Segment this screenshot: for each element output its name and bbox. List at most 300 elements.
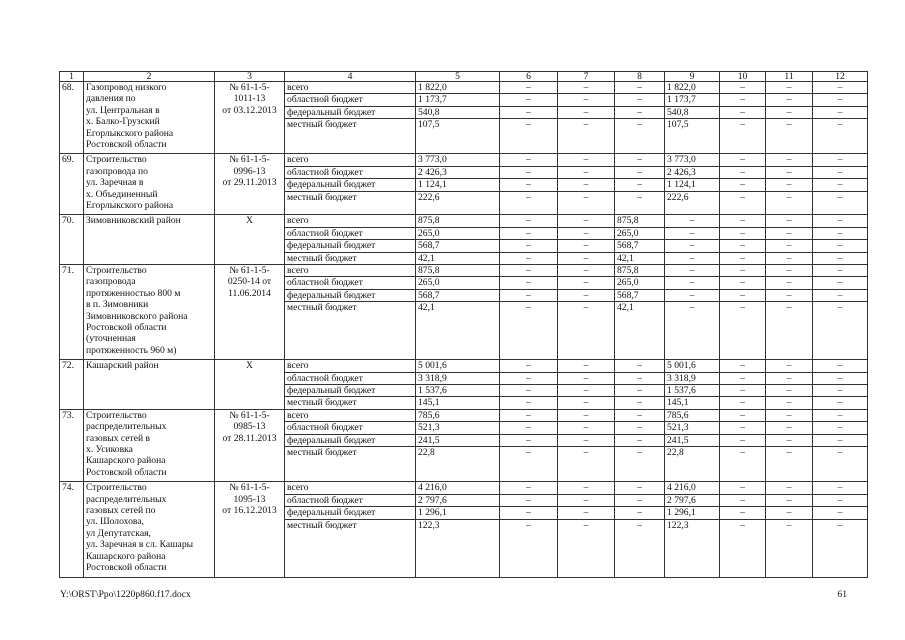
amount-cell: – <box>558 519 615 577</box>
object-name-line: распределительных <box>86 493 167 505</box>
amount-cell: – <box>813 227 868 239</box>
table-row <box>60 360 868 372</box>
amount-cell: – <box>500 265 558 277</box>
amount-cell: – <box>720 119 766 154</box>
amount-cell: 1 173,7 <box>416 94 500 106</box>
amount-cell: – <box>558 166 615 178</box>
column-header: 9 <box>665 72 720 82</box>
object-name <box>84 265 215 360</box>
object-name-line: Строительство <box>86 482 147 494</box>
amount-cell: 42,1 <box>416 302 500 360</box>
amount-cell: – <box>720 166 766 178</box>
funding-source: областной бюджет <box>285 422 416 434</box>
amount-cell: 107,5 <box>665 119 720 154</box>
object-name-line: Кашарского района <box>86 455 166 467</box>
object-name-line: Егорлыкского района <box>86 127 174 139</box>
amount-cell: 5 001,6 <box>416 360 500 372</box>
amount-cell: 2 797,6 <box>416 494 500 506</box>
table-row <box>60 265 868 277</box>
document-ref <box>215 215 285 265</box>
amount-cell: – <box>615 482 665 494</box>
column-header: 5 <box>416 72 500 82</box>
document-ref-line: от 16.12.2013 <box>222 505 277 517</box>
amount-cell: – <box>558 289 615 301</box>
amount-cell: 1 296,1 <box>665 507 720 519</box>
column-header: 10 <box>720 72 766 82</box>
object-name <box>84 482 215 577</box>
amount-cell: – <box>615 360 665 372</box>
amount-cell: – <box>720 397 766 409</box>
amount-cell: – <box>665 302 720 360</box>
amount-cell: 2 426,3 <box>416 166 500 178</box>
document-ref-line: Х <box>246 215 253 227</box>
object-name-line: Зимовниковский район <box>86 215 181 227</box>
document-ref <box>215 265 285 360</box>
amount-cell: – <box>766 252 813 264</box>
amount-cell: – <box>500 252 558 264</box>
amount-cell: – <box>500 289 558 301</box>
column-header: 2 <box>84 72 215 82</box>
amount-cell: 3 318,9 <box>665 372 720 384</box>
object-name-line: Кашарский район <box>86 360 159 372</box>
amount-cell: – <box>500 397 558 409</box>
amount-cell: – <box>615 385 665 397</box>
amount-cell: – <box>558 372 615 384</box>
document-ref-line: № 61-1-5- <box>229 265 270 277</box>
amount-cell: – <box>665 227 720 239</box>
amount-cell: – <box>720 191 766 215</box>
amount-cell: – <box>558 397 615 409</box>
amount-cell: – <box>558 360 615 372</box>
object-name-line: Газопровод низкого <box>86 82 167 93</box>
funding-source: областной бюджет <box>285 94 416 106</box>
amount-cell: 2 797,6 <box>665 494 720 506</box>
amount-cell: – <box>766 119 813 154</box>
amount-cell: – <box>720 422 766 434</box>
amount-cell: – <box>500 154 558 166</box>
item-number: 74. <box>60 482 84 577</box>
amount-cell: 875,8 <box>615 265 665 277</box>
amount-cell: 1 173,7 <box>665 94 720 106</box>
table-row <box>60 482 868 494</box>
amount-cell: – <box>766 94 813 106</box>
amount-cell: – <box>813 447 868 482</box>
funding-source: всего <box>285 482 416 494</box>
amount-cell: 1 124,1 <box>416 179 500 191</box>
amount-cell: – <box>720 277 766 289</box>
amount-cell: – <box>766 302 813 360</box>
object-name-line: (уточненная <box>86 333 136 345</box>
amount-cell: 42,1 <box>615 302 665 360</box>
amount-cell: 265,0 <box>615 227 665 239</box>
funding-source: всего <box>285 82 416 94</box>
amount-cell: – <box>720 94 766 106</box>
amount-cell: 222,6 <box>416 191 500 215</box>
amount-cell: – <box>813 372 868 384</box>
amount-cell: – <box>615 519 665 577</box>
funding-source: федеральный бюджет <box>285 240 416 252</box>
amount-cell: – <box>558 302 615 360</box>
item-number: 68. <box>60 82 84 154</box>
object-name-line: ул. Заречная в <box>86 177 144 189</box>
item-number: 73. <box>60 409 84 481</box>
funding-source: местный бюджет <box>285 397 416 409</box>
column-header: 11 <box>766 72 813 82</box>
amount-cell: – <box>720 507 766 519</box>
amount-cell: – <box>558 265 615 277</box>
amount-cell: 875,8 <box>615 215 665 227</box>
amount-cell: – <box>665 215 720 227</box>
amount-cell: – <box>500 507 558 519</box>
amount-cell: – <box>558 227 615 239</box>
object-name-line: ул. Заречная в сл. Кашары <box>86 539 194 551</box>
object-name-line: Зимовниковского района <box>86 310 188 322</box>
amount-cell: – <box>558 154 615 166</box>
amount-cell: – <box>813 106 868 118</box>
amount-cell: 521,3 <box>665 422 720 434</box>
amount-cell: – <box>558 494 615 506</box>
amount-cell: 568,7 <box>416 240 500 252</box>
amount-cell: – <box>615 397 665 409</box>
document-ref-line: 0985-13 <box>233 421 266 433</box>
amount-cell: – <box>766 289 813 301</box>
amount-cell: 222,6 <box>665 191 720 215</box>
amount-cell: – <box>813 166 868 178</box>
amount-cell: – <box>500 409 558 421</box>
amount-cell: – <box>558 215 615 227</box>
table-row <box>60 215 868 227</box>
amount-cell: – <box>615 82 665 94</box>
amount-cell: – <box>615 434 665 446</box>
amount-cell: – <box>558 252 615 264</box>
item-number: 71. <box>60 265 84 360</box>
amount-cell: – <box>720 372 766 384</box>
amount-cell: – <box>500 82 558 94</box>
document-ref-line: от 03.12.2013 <box>222 104 277 116</box>
amount-cell: – <box>558 240 615 252</box>
funding-source: областной бюджет <box>285 166 416 178</box>
amount-cell: – <box>500 191 558 215</box>
amount-cell: – <box>720 447 766 482</box>
amount-cell: – <box>766 494 813 506</box>
amount-cell: – <box>813 82 868 94</box>
amount-cell: – <box>615 119 665 154</box>
amount-cell: – <box>766 240 813 252</box>
amount-cell: – <box>813 289 868 301</box>
amount-cell: – <box>665 265 720 277</box>
amount-cell: – <box>813 302 868 360</box>
funding-source: местный бюджет <box>285 119 416 154</box>
amount-cell: 22,8 <box>665 447 720 482</box>
funding-source: всего <box>285 409 416 421</box>
amount-cell: 1 296,1 <box>416 507 500 519</box>
amount-cell: 4 216,0 <box>416 482 500 494</box>
amount-cell: – <box>813 494 868 506</box>
amount-cell: – <box>615 494 665 506</box>
amount-cell: – <box>500 519 558 577</box>
file-path: Y:\ORST\Ppo\1220p860.f17.docx <box>60 589 191 600</box>
amount-cell: – <box>558 106 615 118</box>
object-name-line: в п. Зимовники <box>86 299 149 311</box>
object-name-line: Ростовской области <box>86 466 167 478</box>
document-ref <box>215 409 285 481</box>
amount-cell: – <box>500 106 558 118</box>
amount-cell: – <box>558 385 615 397</box>
funding-source: местный бюджет <box>285 519 416 577</box>
amount-cell: 875,8 <box>416 215 500 227</box>
amount-cell: 145,1 <box>665 397 720 409</box>
amount-cell: – <box>720 360 766 372</box>
funding-source: федеральный бюджет <box>285 289 416 301</box>
amount-cell: – <box>766 166 813 178</box>
amount-cell: – <box>558 482 615 494</box>
amount-cell: 568,7 <box>615 240 665 252</box>
amount-cell: – <box>615 154 665 166</box>
amount-cell: – <box>813 397 868 409</box>
amount-cell: – <box>720 240 766 252</box>
amount-cell: – <box>558 277 615 289</box>
document-ref-line: 11.06.2014 <box>228 287 271 299</box>
amount-cell: 5 001,6 <box>665 360 720 372</box>
amount-cell: – <box>558 447 615 482</box>
amount-cell: – <box>500 166 558 178</box>
amount-cell: – <box>813 119 868 154</box>
amount-cell: – <box>720 434 766 446</box>
object-name <box>84 360 215 410</box>
amount-cell: – <box>615 106 665 118</box>
amount-cell: – <box>665 240 720 252</box>
funding-source: федеральный бюджет <box>285 106 416 118</box>
column-header: 12 <box>813 72 868 82</box>
amount-cell: – <box>720 302 766 360</box>
object-name <box>84 82 215 154</box>
amount-cell: 568,7 <box>615 289 665 301</box>
amount-cell: – <box>813 94 868 106</box>
object-name-line: Строительство <box>86 154 147 166</box>
amount-cell: 540,8 <box>665 106 720 118</box>
column-header: 4 <box>285 72 416 82</box>
amount-cell: – <box>766 482 813 494</box>
amount-cell: – <box>500 119 558 154</box>
table-row <box>60 154 868 166</box>
object-name-line: газовых сетей в <box>86 432 151 444</box>
document-ref-line: 0996-13 <box>233 165 266 177</box>
amount-cell: – <box>558 94 615 106</box>
object-name-line: распределительных <box>86 421 167 433</box>
amount-cell: – <box>720 215 766 227</box>
amount-cell: – <box>500 302 558 360</box>
amount-cell: 3 318,9 <box>416 372 500 384</box>
amount-cell: – <box>766 507 813 519</box>
amount-cell: 241,5 <box>416 434 500 446</box>
amount-cell: – <box>720 289 766 301</box>
document-ref-line: 1095-13 <box>233 493 266 505</box>
document-ref <box>215 482 285 577</box>
amount-cell: 241,5 <box>665 434 720 446</box>
document-ref-line: № 61-1-5- <box>229 409 270 421</box>
object-name <box>84 215 215 265</box>
amount-cell: – <box>558 82 615 94</box>
amount-cell: – <box>500 94 558 106</box>
object-name-line: ул Депутатская, <box>86 527 151 539</box>
item-number: 69. <box>60 154 84 215</box>
column-header: 3 <box>215 72 285 82</box>
document-ref <box>215 360 285 410</box>
column-header: 1 <box>60 72 84 82</box>
object-name-line: газовых сетей по <box>86 505 156 517</box>
item-number: 72. <box>60 360 84 410</box>
amount-cell: – <box>615 191 665 215</box>
object-name-line: протяженностью 800 м <box>86 287 181 299</box>
amount-cell: – <box>615 507 665 519</box>
amount-cell: 265,0 <box>615 277 665 289</box>
object-name-line: Строительство <box>86 409 147 421</box>
amount-cell: – <box>720 227 766 239</box>
document-ref-line: № 61-1-5- <box>229 482 270 494</box>
amount-cell: – <box>766 277 813 289</box>
amount-cell: 122,3 <box>665 519 720 577</box>
amount-cell: – <box>720 494 766 506</box>
funding-source: федеральный бюджет <box>285 179 416 191</box>
object-name-line: х. Балко-Грузский <box>86 116 160 128</box>
amount-cell: – <box>500 227 558 239</box>
amount-cell: – <box>720 519 766 577</box>
object-name-line: Ростовской области <box>86 322 167 333</box>
amount-cell: – <box>615 166 665 178</box>
amount-cell: – <box>813 422 868 434</box>
amount-cell: 875,8 <box>416 265 500 277</box>
amount-cell: 3 773,0 <box>665 154 720 166</box>
amount-cell: – <box>500 372 558 384</box>
object-name-line: газопровода <box>86 276 136 288</box>
funding-source: областной бюджет <box>285 277 416 289</box>
amount-cell: 2 426,3 <box>665 166 720 178</box>
funding-source: федеральный бюджет <box>285 385 416 397</box>
object-name-line: Ростовской области <box>86 138 167 150</box>
object-name-line: х. Объединенный <box>86 188 158 200</box>
object-name <box>84 154 215 215</box>
budget-table <box>59 71 868 578</box>
amount-cell: – <box>813 409 868 421</box>
object-name-line: ул. Центральная в <box>86 104 160 116</box>
amount-cell: 107,5 <box>416 119 500 154</box>
amount-cell: – <box>720 82 766 94</box>
amount-cell: – <box>813 265 868 277</box>
object-name-line: Ростовской области <box>86 562 167 574</box>
amount-cell: 1 124,1 <box>665 179 720 191</box>
amount-cell: 265,0 <box>416 277 500 289</box>
amount-cell: – <box>500 422 558 434</box>
document-ref-line: № 61-1-5- <box>229 154 270 166</box>
funding-source: федеральный бюджет <box>285 507 416 519</box>
document-ref-line: № 61-1-5- <box>229 82 270 93</box>
amount-cell: – <box>766 385 813 397</box>
column-header: 8 <box>615 72 665 82</box>
amount-cell: – <box>558 507 615 519</box>
object-name-line: газопровода по <box>86 165 148 177</box>
amount-cell: – <box>720 409 766 421</box>
amount-cell: 4 216,0 <box>665 482 720 494</box>
amount-cell: – <box>615 94 665 106</box>
amount-cell: – <box>558 191 615 215</box>
document-ref <box>215 154 285 215</box>
object-name-line: протяженность 960 м) <box>86 344 177 356</box>
amount-cell: 145,1 <box>416 397 500 409</box>
amount-cell: – <box>813 240 868 252</box>
funding-source: местный бюджет <box>285 302 416 360</box>
amount-cell: – <box>813 519 868 577</box>
amount-cell: – <box>766 215 813 227</box>
amount-cell: – <box>766 82 813 94</box>
amount-cell: – <box>500 360 558 372</box>
amount-cell: – <box>500 447 558 482</box>
amount-cell: – <box>615 447 665 482</box>
amount-cell: – <box>558 434 615 446</box>
table-row <box>60 409 868 421</box>
amount-cell: – <box>720 265 766 277</box>
amount-cell: – <box>766 422 813 434</box>
amount-cell: – <box>766 409 813 421</box>
amount-cell: – <box>813 385 868 397</box>
amount-cell: 1 822,0 <box>665 82 720 94</box>
document-ref-line: 1011-13 <box>233 93 266 105</box>
column-header: 6 <box>500 72 558 82</box>
amount-cell: – <box>813 179 868 191</box>
amount-cell: – <box>766 519 813 577</box>
amount-cell: – <box>558 119 615 154</box>
amount-cell: – <box>720 252 766 264</box>
amount-cell: – <box>813 360 868 372</box>
amount-cell: – <box>558 409 615 421</box>
amount-cell: 1 822,0 <box>416 82 500 94</box>
amount-cell: – <box>558 179 615 191</box>
object-name-line: Строительство <box>86 265 147 277</box>
funding-source: всего <box>285 265 416 277</box>
amount-cell: 785,6 <box>665 409 720 421</box>
amount-cell: – <box>615 409 665 421</box>
amount-cell: – <box>720 106 766 118</box>
amount-cell: 265,0 <box>416 227 500 239</box>
amount-cell: 568,7 <box>416 289 500 301</box>
amount-cell: – <box>766 179 813 191</box>
amount-cell: – <box>500 482 558 494</box>
amount-cell: 122,3 <box>416 519 500 577</box>
amount-cell: – <box>766 360 813 372</box>
funding-source: всего <box>285 215 416 227</box>
amount-cell: – <box>766 397 813 409</box>
amount-cell: – <box>500 434 558 446</box>
amount-cell: – <box>813 482 868 494</box>
amount-cell: 521,3 <box>416 422 500 434</box>
page-number: 61 <box>837 589 847 600</box>
amount-cell: – <box>665 252 720 264</box>
amount-cell: 42,1 <box>615 252 665 264</box>
amount-cell: – <box>813 191 868 215</box>
object-name <box>84 409 215 481</box>
amount-cell: – <box>665 289 720 301</box>
amount-cell: – <box>500 240 558 252</box>
funding-source: местный бюджет <box>285 252 416 264</box>
column-header: 7 <box>558 72 615 82</box>
funding-source: местный бюджет <box>285 191 416 215</box>
funding-source: всего <box>285 360 416 372</box>
amount-cell: – <box>766 447 813 482</box>
amount-cell: 42,1 <box>416 252 500 264</box>
funding-source: всего <box>285 154 416 166</box>
amount-cell: – <box>766 372 813 384</box>
amount-cell: – <box>766 265 813 277</box>
amount-cell: – <box>720 154 766 166</box>
